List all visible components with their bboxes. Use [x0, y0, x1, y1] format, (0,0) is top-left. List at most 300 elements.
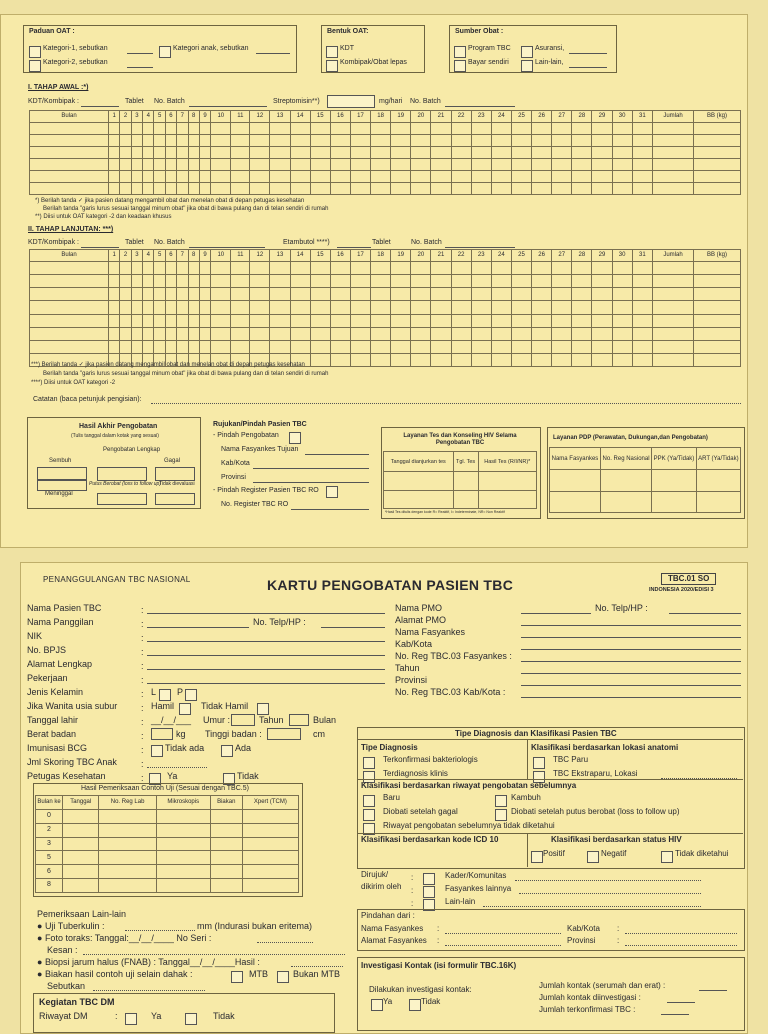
grid-cell[interactable] [653, 171, 694, 183]
grid-cell[interactable] [310, 159, 330, 171]
nik-line[interactable] [147, 633, 385, 642]
grid-cell[interactable] [330, 340, 350, 353]
grid-cell[interactable] [231, 288, 250, 301]
grid-cell[interactable] [552, 275, 572, 288]
grid-cell[interactable] [188, 314, 199, 327]
lab-cell[interactable] [156, 810, 210, 824]
bulan-box[interactable] [289, 714, 309, 726]
grid-cell[interactable] [451, 135, 471, 147]
grid-cell[interactable] [188, 340, 199, 353]
tgl-lahir-value[interactable]: __/__/___ [151, 715, 192, 725]
program-checkbox[interactable] [454, 46, 466, 58]
grid-cell[interactable] [188, 275, 199, 288]
grid-cell[interactable] [552, 340, 572, 353]
lanjut-kdt-line[interactable] [81, 239, 119, 248]
grid-cell[interactable] [371, 183, 391, 195]
r-kab-line[interactable] [521, 641, 741, 650]
grid-cell[interactable] [270, 288, 290, 301]
grid-cell[interactable] [411, 314, 431, 327]
grid-cell[interactable] [310, 301, 330, 314]
grid-cell[interactable] [371, 275, 391, 288]
grid-cell[interactable] [250, 288, 270, 301]
grid-cell[interactable] [694, 183, 741, 195]
grid-cell[interactable] [552, 327, 572, 340]
grid-cell[interactable] [391, 340, 411, 353]
grid-cell[interactable] [199, 275, 210, 288]
grid-cell[interactable] [451, 353, 471, 366]
grid-cell[interactable] [532, 353, 552, 366]
asuransi-line[interactable] [569, 45, 607, 54]
lab-cell[interactable] [63, 879, 99, 893]
grid-cell[interactable] [552, 147, 572, 159]
lab-cell[interactable] [242, 865, 298, 879]
grid-cell[interactable] [471, 147, 491, 159]
grid-cell[interactable] [632, 171, 652, 183]
grid-cell[interactable] [165, 275, 176, 288]
grid-cell[interactable] [471, 327, 491, 340]
gagal-date-box[interactable] [155, 467, 195, 481]
grid-cell[interactable] [371, 159, 391, 171]
grid-cell[interactable] [290, 159, 310, 171]
grid-cell[interactable] [211, 288, 231, 301]
grid-cell[interactable] [411, 147, 431, 159]
grid-cell[interactable] [143, 275, 154, 288]
grid-cell[interactable] [143, 314, 154, 327]
grid-cell[interactable] [391, 288, 411, 301]
grid-cell[interactable] [431, 183, 451, 195]
lab-cell[interactable] [242, 823, 298, 837]
grid-cell[interactable] [451, 314, 471, 327]
grid-cell[interactable] [165, 314, 176, 327]
grid-cell[interactable] [211, 171, 231, 183]
grid-cell[interactable] [451, 262, 471, 275]
grid-cell[interactable] [391, 262, 411, 275]
kontak-j3-line[interactable] [661, 1006, 689, 1015]
bayar-checkbox[interactable] [454, 60, 466, 72]
grid-cell[interactable] [290, 262, 310, 275]
grid-cell[interactable] [411, 353, 431, 366]
grid-cell[interactable] [231, 327, 250, 340]
grid-cell[interactable] [653, 340, 694, 353]
grid-cell[interactable] [330, 123, 350, 135]
fasy-tujuan-line[interactable] [305, 446, 369, 455]
putus-date-box[interactable] [97, 493, 147, 505]
grid-cell[interactable] [199, 171, 210, 183]
grid-cell[interactable] [572, 301, 592, 314]
grid-cell[interactable] [411, 183, 431, 195]
grid-cell[interactable] [120, 314, 131, 327]
grid-cell[interactable] [131, 301, 142, 314]
bb-box[interactable] [151, 728, 173, 740]
grid-cell[interactable] [653, 135, 694, 147]
grid-cell[interactable] [120, 288, 131, 301]
grid-cell[interactable] [199, 183, 210, 195]
grid-cell[interactable] [188, 288, 199, 301]
grid-cell[interactable] [270, 301, 290, 314]
grid-cell[interactable] [451, 147, 471, 159]
grid-cell[interactable] [143, 159, 154, 171]
grid-cell[interactable] [109, 327, 120, 340]
grid-cell[interactable] [250, 159, 270, 171]
grid-cell[interactable] [120, 159, 131, 171]
grid-cell[interactable] [310, 135, 330, 147]
grid-cell[interactable] [188, 301, 199, 314]
grid-cell[interactable] [694, 340, 741, 353]
grid-cell[interactable] [612, 353, 632, 366]
grid-cell[interactable] [188, 183, 199, 195]
pdp-cell[interactable] [600, 491, 651, 513]
grid-cell[interactable] [177, 327, 188, 340]
dm-tidak-checkbox[interactable] [185, 1013, 197, 1025]
grid-cell[interactable] [199, 340, 210, 353]
grid-cell[interactable] [30, 171, 109, 183]
grid-cell[interactable] [653, 183, 694, 195]
grid-cell[interactable] [270, 159, 290, 171]
grid-cell[interactable] [371, 262, 391, 275]
grid-cell[interactable] [592, 288, 612, 301]
putus-checkbox[interactable] [495, 809, 507, 821]
r-prov-line[interactable] [521, 677, 741, 686]
grid-cell[interactable] [120, 262, 131, 275]
hiv-positif-checkbox[interactable] [531, 851, 543, 863]
grid-cell[interactable] [653, 147, 694, 159]
grid-cell[interactable] [211, 183, 231, 195]
grid-cell[interactable] [250, 301, 270, 314]
grid-cell[interactable] [330, 301, 350, 314]
grid-cell[interactable] [471, 314, 491, 327]
grid-cell[interactable] [491, 123, 511, 135]
awal-batch2-line[interactable] [445, 98, 515, 107]
grid-cell[interactable] [177, 275, 188, 288]
grid-cell[interactable] [532, 147, 552, 159]
grid-cell[interactable] [431, 123, 451, 135]
lab-cell[interactable] [63, 810, 99, 824]
sebutkan-line[interactable] [93, 982, 205, 991]
hiv-cell[interactable] [478, 472, 536, 491]
bcg-ada-checkbox[interactable] [221, 745, 233, 757]
grid-cell[interactable] [411, 327, 431, 340]
grid-cell[interactable] [511, 135, 531, 147]
grid-cell[interactable] [653, 353, 694, 366]
lab-cell[interactable] [99, 865, 156, 879]
grid-cell[interactable] [694, 159, 741, 171]
grid-cell[interactable] [131, 262, 142, 275]
grid-cell[interactable] [30, 159, 109, 171]
grid-cell[interactable] [632, 314, 652, 327]
lab-cell[interactable] [242, 879, 298, 893]
grid-cell[interactable] [552, 183, 572, 195]
lainlain-checkbox[interactable] [521, 60, 533, 72]
pmo-telp-line[interactable] [669, 605, 741, 614]
panggilan-line[interactable] [147, 619, 249, 628]
pdp-cell[interactable] [550, 470, 601, 492]
grid-cell[interactable] [109, 183, 120, 195]
grid-cell[interactable] [694, 275, 741, 288]
grid-cell[interactable] [109, 288, 120, 301]
grid-cell[interactable] [451, 288, 471, 301]
grid-cell[interactable] [109, 159, 120, 171]
grid-cell[interactable] [231, 135, 250, 147]
grid-cell[interactable] [154, 262, 165, 275]
lainlain-line[interactable] [569, 59, 607, 68]
grid-cell[interactable] [30, 183, 109, 195]
grid-cell[interactable] [330, 327, 350, 340]
grid-cell[interactable] [592, 353, 612, 366]
grid-cell[interactable] [109, 340, 120, 353]
grid-cell[interactable] [109, 123, 120, 135]
grid-cell[interactable] [330, 183, 350, 195]
grid-cell[interactable] [120, 147, 131, 159]
grid-cell[interactable] [270, 147, 290, 159]
grid-cell[interactable] [391, 135, 411, 147]
grid-cell[interactable] [391, 147, 411, 159]
grid-cell[interactable] [431, 327, 451, 340]
grid-cell[interactable] [632, 183, 652, 195]
grid-cell[interactable] [154, 314, 165, 327]
grid-cell[interactable] [391, 123, 411, 135]
anak-checkbox[interactable] [159, 46, 171, 58]
grid-cell[interactable] [290, 340, 310, 353]
grid-cell[interactable] [350, 353, 370, 366]
grid-cell[interactable] [411, 301, 431, 314]
grid-cell[interactable] [451, 275, 471, 288]
grid-cell[interactable] [270, 123, 290, 135]
grid-cell[interactable] [471, 135, 491, 147]
grid-cell[interactable] [471, 262, 491, 275]
grid-cell[interactable] [592, 340, 612, 353]
grid-cell[interactable] [572, 275, 592, 288]
grid-cell[interactable] [431, 159, 451, 171]
grid-cell[interactable] [552, 171, 572, 183]
grid-cell[interactable] [177, 288, 188, 301]
grid-cell[interactable] [177, 262, 188, 275]
grid-cell[interactable] [330, 275, 350, 288]
grid-cell[interactable] [431, 147, 451, 159]
grid-cell[interactable] [250, 314, 270, 327]
grid-cell[interactable] [572, 123, 592, 135]
grid-cell[interactable] [632, 275, 652, 288]
grid-cell[interactable] [120, 327, 131, 340]
grid-cell[interactable] [371, 314, 391, 327]
grid-cell[interactable] [471, 123, 491, 135]
grid-cell[interactable] [330, 353, 350, 366]
grid-cell[interactable] [310, 123, 330, 135]
grid-cell[interactable] [30, 327, 109, 340]
grid-cell[interactable] [431, 314, 451, 327]
grid-cell[interactable] [143, 301, 154, 314]
grid-cell[interactable] [177, 314, 188, 327]
grid-cell[interactable] [511, 183, 531, 195]
grid-cell[interactable] [471, 301, 491, 314]
grid-cell[interactable] [653, 159, 694, 171]
grid-cell[interactable] [371, 301, 391, 314]
grid-cell[interactable] [592, 262, 612, 275]
pdp-cell[interactable] [550, 491, 601, 513]
pekerjaan-line[interactable] [147, 675, 385, 684]
grid-cell[interactable] [694, 147, 741, 159]
grid-cell[interactable] [371, 147, 391, 159]
baru-checkbox[interactable] [363, 795, 375, 807]
grid-cell[interactable] [451, 123, 471, 135]
grid-cell[interactable] [572, 183, 592, 195]
grid-cell[interactable] [411, 288, 431, 301]
lab-cell[interactable] [210, 810, 242, 824]
grid-cell[interactable] [250, 275, 270, 288]
grid-cell[interactable] [632, 135, 652, 147]
lab-cell[interactable] [99, 810, 156, 824]
grid-cell[interactable] [131, 159, 142, 171]
grid-cell[interactable] [199, 327, 210, 340]
grid-cell[interactable] [532, 123, 552, 135]
grid-cell[interactable] [250, 135, 270, 147]
kader-line[interactable] [515, 872, 701, 881]
alamat-line[interactable] [147, 661, 385, 670]
grid-cell[interactable] [290, 171, 310, 183]
grid-cell[interactable] [632, 147, 652, 159]
grid-cell[interactable] [491, 183, 511, 195]
grid-cell[interactable] [632, 262, 652, 275]
bukan-mtb-checkbox[interactable] [277, 971, 289, 983]
kat2-checkbox[interactable] [29, 60, 41, 72]
grid-cell[interactable] [330, 288, 350, 301]
pindahan-nama-line[interactable] [445, 925, 561, 934]
grid-cell[interactable] [572, 147, 592, 159]
grid-cell[interactable] [411, 159, 431, 171]
kontak-j1-line[interactable] [699, 982, 727, 991]
grid-cell[interactable] [612, 262, 632, 275]
grid-cell[interactable] [177, 183, 188, 195]
pdp-cell[interactable] [696, 470, 740, 492]
grid-cell[interactable] [411, 135, 431, 147]
grid-cell[interactable] [177, 135, 188, 147]
alamat-pmo-line[interactable] [521, 617, 741, 626]
grid-cell[interactable] [653, 262, 694, 275]
grid-cell[interactable] [120, 183, 131, 195]
lab-cell[interactable] [156, 865, 210, 879]
grid-cell[interactable] [188, 147, 199, 159]
pindah-reg-checkbox[interactable] [326, 486, 338, 498]
kambuh-checkbox[interactable] [495, 795, 507, 807]
bakt-checkbox[interactable] [363, 757, 375, 769]
grid-cell[interactable] [694, 135, 741, 147]
grid-cell[interactable] [188, 135, 199, 147]
bcg-tidak-checkbox[interactable] [151, 745, 163, 757]
asuransi-checkbox[interactable] [521, 46, 533, 58]
grid-cell[interactable] [143, 288, 154, 301]
lengkap-date-box[interactable] [97, 467, 147, 481]
grid-cell[interactable] [30, 135, 109, 147]
lab-cell[interactable] [156, 823, 210, 837]
grid-cell[interactable] [471, 288, 491, 301]
grid-cell[interactable] [177, 147, 188, 159]
lanjut-batch2-line[interactable] [445, 239, 515, 248]
grid-cell[interactable] [310, 314, 330, 327]
grid-cell[interactable] [532, 275, 552, 288]
grid-cell[interactable] [109, 301, 120, 314]
grid-cell[interactable] [411, 275, 431, 288]
grid-cell[interactable] [30, 275, 109, 288]
fasy-lain-line[interactable] [519, 885, 701, 894]
tb-box[interactable] [267, 728, 301, 740]
grid-cell[interactable] [177, 301, 188, 314]
grid-cell[interactable] [451, 183, 471, 195]
grid-cell[interactable] [231, 123, 250, 135]
grid-cell[interactable] [131, 147, 142, 159]
pdp-cell[interactable] [696, 491, 740, 513]
grid-cell[interactable] [612, 301, 632, 314]
grid-cell[interactable] [143, 327, 154, 340]
grid-cell[interactable] [632, 340, 652, 353]
kontak-j2-line[interactable] [667, 994, 695, 1003]
pmo-line[interactable] [521, 605, 591, 614]
grid-cell[interactable] [552, 353, 572, 366]
grid-cell[interactable] [231, 275, 250, 288]
mtb-checkbox[interactable] [231, 971, 243, 983]
lab-cell[interactable] [210, 879, 242, 893]
grid-cell[interactable] [231, 301, 250, 314]
grid-cell[interactable] [250, 171, 270, 183]
grid-cell[interactable] [431, 135, 451, 147]
grid-cell[interactable] [632, 123, 652, 135]
hamil-checkbox[interactable] [179, 703, 191, 715]
grid-cell[interactable] [391, 159, 411, 171]
grid-cell[interactable] [330, 135, 350, 147]
lab-cell[interactable] [156, 879, 210, 893]
grid-cell[interactable] [330, 147, 350, 159]
grid-cell[interactable] [199, 123, 210, 135]
grid-cell[interactable] [30, 288, 109, 301]
grid-cell[interactable] [165, 135, 176, 147]
grid-cell[interactable] [371, 135, 391, 147]
grid-cell[interactable] [30, 123, 109, 135]
grid-cell[interactable] [491, 171, 511, 183]
grid-cell[interactable] [552, 314, 572, 327]
grid-cell[interactable] [165, 171, 176, 183]
grid-cell[interactable] [653, 288, 694, 301]
grid-cell[interactable] [290, 275, 310, 288]
grid-cell[interactable] [199, 159, 210, 171]
grid-cell[interactable] [552, 262, 572, 275]
grid-cell[interactable] [511, 314, 531, 327]
grid-cell[interactable] [592, 314, 612, 327]
grid-cell[interactable] [231, 171, 250, 183]
grid-cell[interactable] [471, 183, 491, 195]
kombipak-checkbox[interactable] [326, 60, 338, 72]
grid-cell[interactable] [431, 340, 451, 353]
hiv-cell[interactable] [453, 490, 478, 509]
grid-cell[interactable] [350, 171, 370, 183]
grid-cell[interactable] [572, 262, 592, 275]
tidak-date-box[interactable] [155, 493, 195, 505]
lab-cell[interactable] [210, 851, 242, 865]
telp-line[interactable] [321, 619, 385, 628]
etambutol-line[interactable] [337, 239, 371, 248]
lab-cell[interactable] [242, 837, 298, 851]
grid-cell[interactable] [391, 314, 411, 327]
grid-cell[interactable] [109, 275, 120, 288]
grid-cell[interactable] [330, 159, 350, 171]
grid-cell[interactable] [211, 301, 231, 314]
grid-cell[interactable] [632, 353, 652, 366]
grid-cell[interactable] [154, 135, 165, 147]
grid-cell[interactable] [532, 327, 552, 340]
ekstra-line[interactable] [661, 770, 737, 779]
pdp-cell[interactable] [652, 470, 697, 492]
grid-cell[interactable] [290, 327, 310, 340]
grid-cell[interactable] [592, 147, 612, 159]
grid-cell[interactable] [532, 301, 552, 314]
kesan-line[interactable] [83, 946, 345, 955]
